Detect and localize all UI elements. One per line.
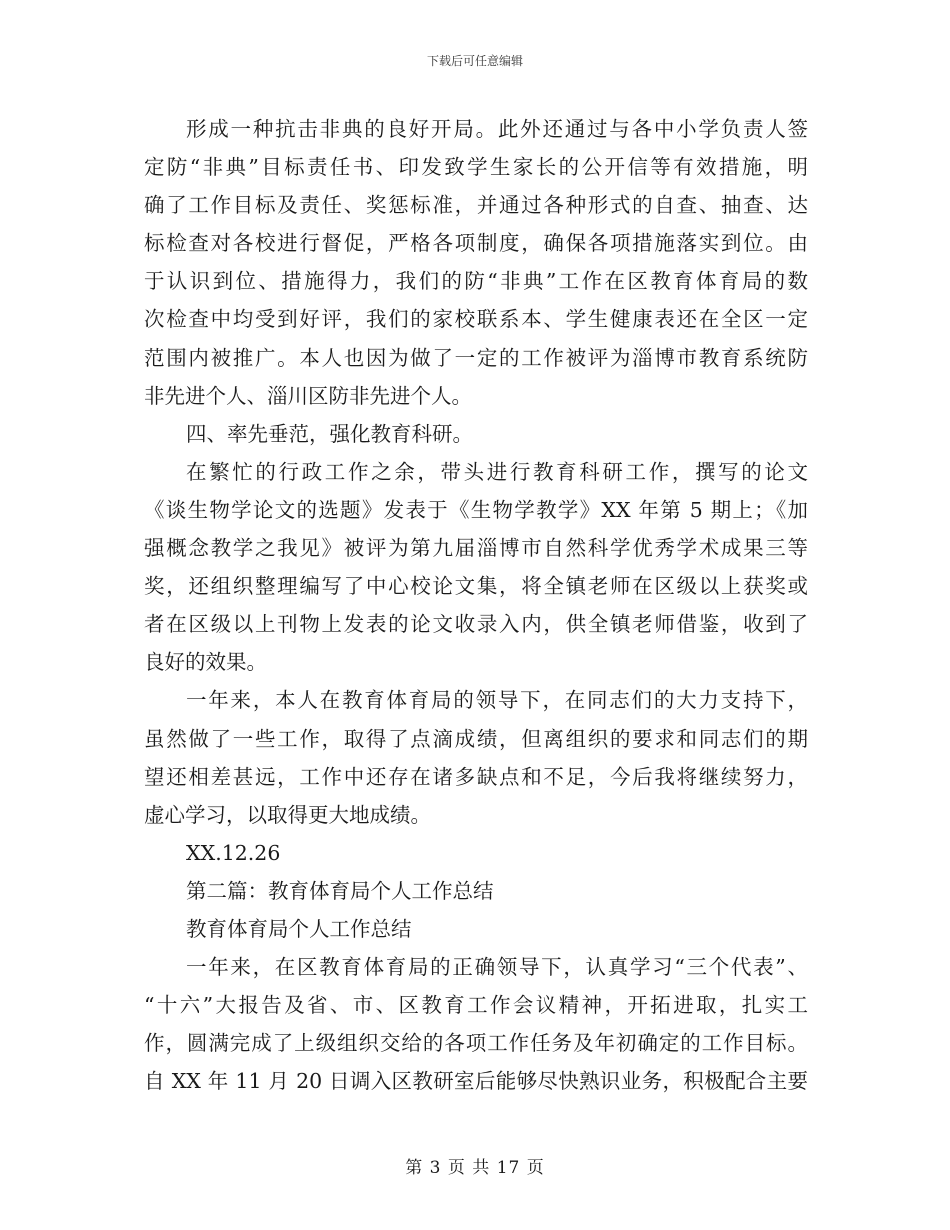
text-line: XX.12.26	[186, 840, 281, 865]
text-line: 次检查中均受到好评，我们的家校联系本、学生健康表还在全区一定	[144, 307, 808, 332]
text-line: 自 XX 年 11 月 20 日调入区教研室后能够尽快熟识业务，积极配合主要	[144, 1069, 808, 1094]
text-line: 虽然做了一些工作，取得了点滴成绩，但离组织的要求和同志们的期	[144, 726, 808, 751]
text-line: 强概念教学之我见》被评为第九届淄博市自然科学优秀学术成果三等	[144, 536, 808, 561]
text-line: 第二篇：教育体育局个人工作总结	[186, 878, 494, 903]
page-number: 第 3 页 共 17 页	[405, 1158, 545, 1178]
text-line: 虚心学习，以取得更大地成绩。	[144, 802, 431, 827]
text-line: 作，圆满完成了上级组织交给的各项工作任务及年初确定的工作目标。	[144, 1031, 808, 1056]
text-line: 良好的效果。	[144, 650, 267, 675]
text-line: 教育体育局个人工作总结	[186, 916, 412, 941]
text-line: 《谈生物学论文的选题》发表于《生物学教学》XX 年第 5 期上；《加	[144, 497, 808, 522]
text-line: 标检查对各校进行督促，严格各项制度，确保各项措施落实到位。由	[144, 231, 808, 256]
text-line: 于认识到位、措施得力，我们的防“非典”工作在区教育体育局的数	[144, 269, 808, 294]
text-line: 非先进个人、淄川区防非先进个人。	[144, 383, 472, 408]
text-line: 形成一种抗击非典的良好开局。此外还通过与各中小学负责人签	[186, 117, 808, 141]
text-line: 望还相差甚远，工作中还存在诸多缺点和不足，今后我将继续努力，	[144, 764, 808, 789]
text-line: “十六”大报告及省、市、区教育工作会议精神，开拓进取，扎实工	[144, 993, 808, 1018]
text-line: 范围内被推广。本人也因为做了一定的工作被评为淄博市教育系统防	[144, 345, 808, 370]
text-line: 确了工作目标及责任、奖惩标准，并通过各种形式的自查、抽查、达	[144, 193, 808, 218]
text-line: 一年来，在区教育体育局的正确领导下，认真学习“三个代表”、	[186, 955, 808, 980]
text-line: 定防“非典”目标责任书、印发致学生家长的公开信等有效措施，明	[144, 155, 808, 180]
text-line: 一年来，本人在教育体育局的领导下，在同志们的大力支持下，	[186, 688, 808, 713]
page-header: 下载后可任意编辑	[426, 54, 523, 68]
text-line: 奖，还组织整理编写了中心校论文集，将全镇老师在区级以上获奖或	[144, 574, 808, 599]
text-line: 在繁忙的行政工作之余，带头进行教育科研工作，撰写的论文	[186, 459, 808, 484]
text-line: 四、率先垂范，强化教育科研。	[186, 421, 473, 446]
document-body	[144, 110, 808, 1100]
text-line: 者在区级以上刊物上发表的论文收录入内，供全镇老师借鉴，收到了	[144, 612, 808, 637]
